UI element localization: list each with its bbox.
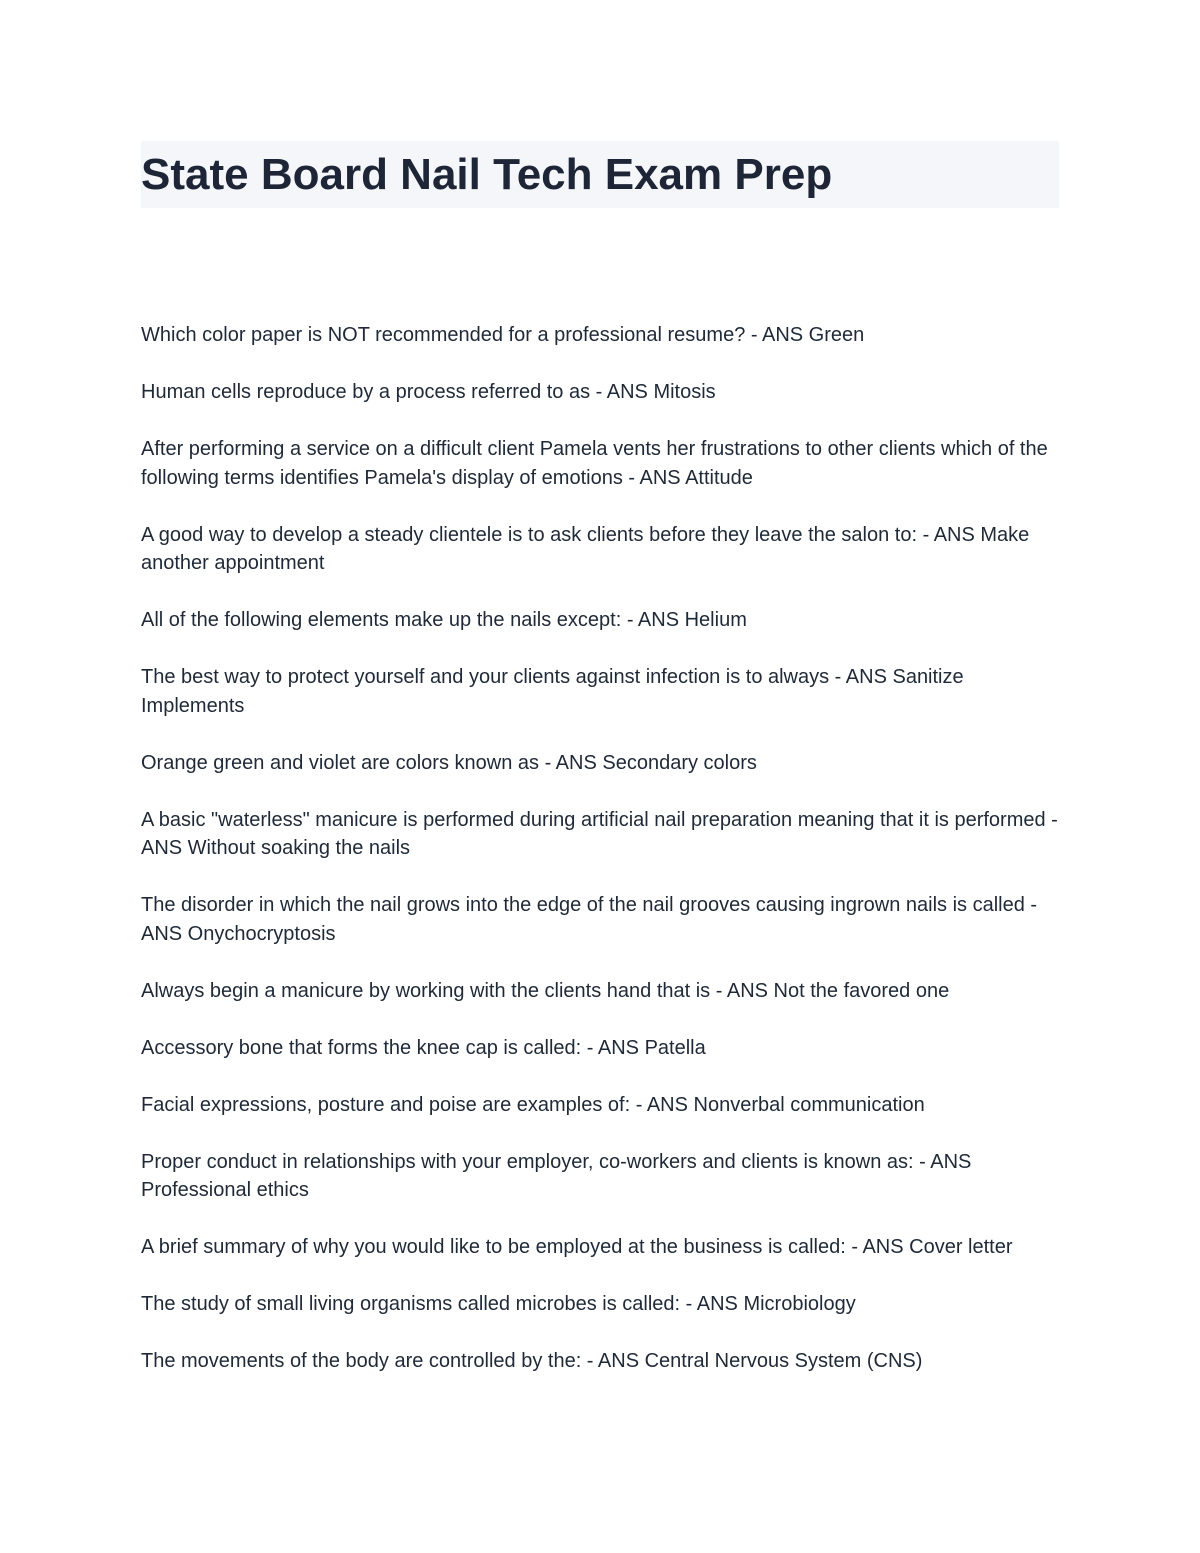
document-page [141,141,1059,1372]
qa-item: Always begin a manicure by working with the clients hand that is - ANS Not the favored one [141,979,950,1002]
qa-item: The disorder in which the nail grows into the edge of the nail grooves causing ingrown nails is called - ANS Onychocryptosis [141,894,1038,945]
qa-item: Accessory bone that forms the knee cap is called: - ANS Patella [141,1036,706,1059]
qa-item: A good way to develop a steady clientele is to ask clients before they leave the salon to: - ANS Make another appointment [141,523,1030,574]
qa-item: Human cells reproduce by a process referred to as - ANS Mitosis [141,381,716,403]
qa-item: The best way to protect yourself and your clients against infection is to always - ANS Sanitize Implements [141,666,964,717]
document-title: State Board Nail Tech Exam Prep [141,149,833,199]
qa-item: Proper conduct in relationships with your employer, co-workers and clients is known as: - ANS Professional ethics [141,1150,972,1201]
qa-item: All of the following elements make up the nails except: - ANS Helium [141,609,747,631]
qa-item: After performing a service on a difficult client Pamela vents her frustrations to other clients which of the following terms identifies Pamela's display of emotions - ANS Attitude [141,438,1048,489]
qa-item: Orange green and violet are colors known as - ANS Secondary colors [141,751,757,774]
qa-item: Which color paper is NOT recommended for a professional resume? - ANS Green [141,324,865,346]
qa-item: The study of small living organisms called microbes is called: - ANS Microbiology [141,1293,856,1315]
qa-item: A basic "waterless" manicure is performed during artificial nail preparation meaning that it is performed - ANS Without soaking the nails [141,808,1058,859]
qa-item: The movements of the body are controlled by the: - ANS Central Nervous System (CNS) [141,1350,923,1372]
qa-item: Facial expressions, posture and poise are examples of: - ANS Nonverbal communication [141,1093,925,1116]
title-band [141,141,1059,208]
question-answer-list [141,321,1059,1404]
qa-item: A brief summary of why you would like to be employed at the business is called: - ANS Cover letter [141,1236,1013,1258]
